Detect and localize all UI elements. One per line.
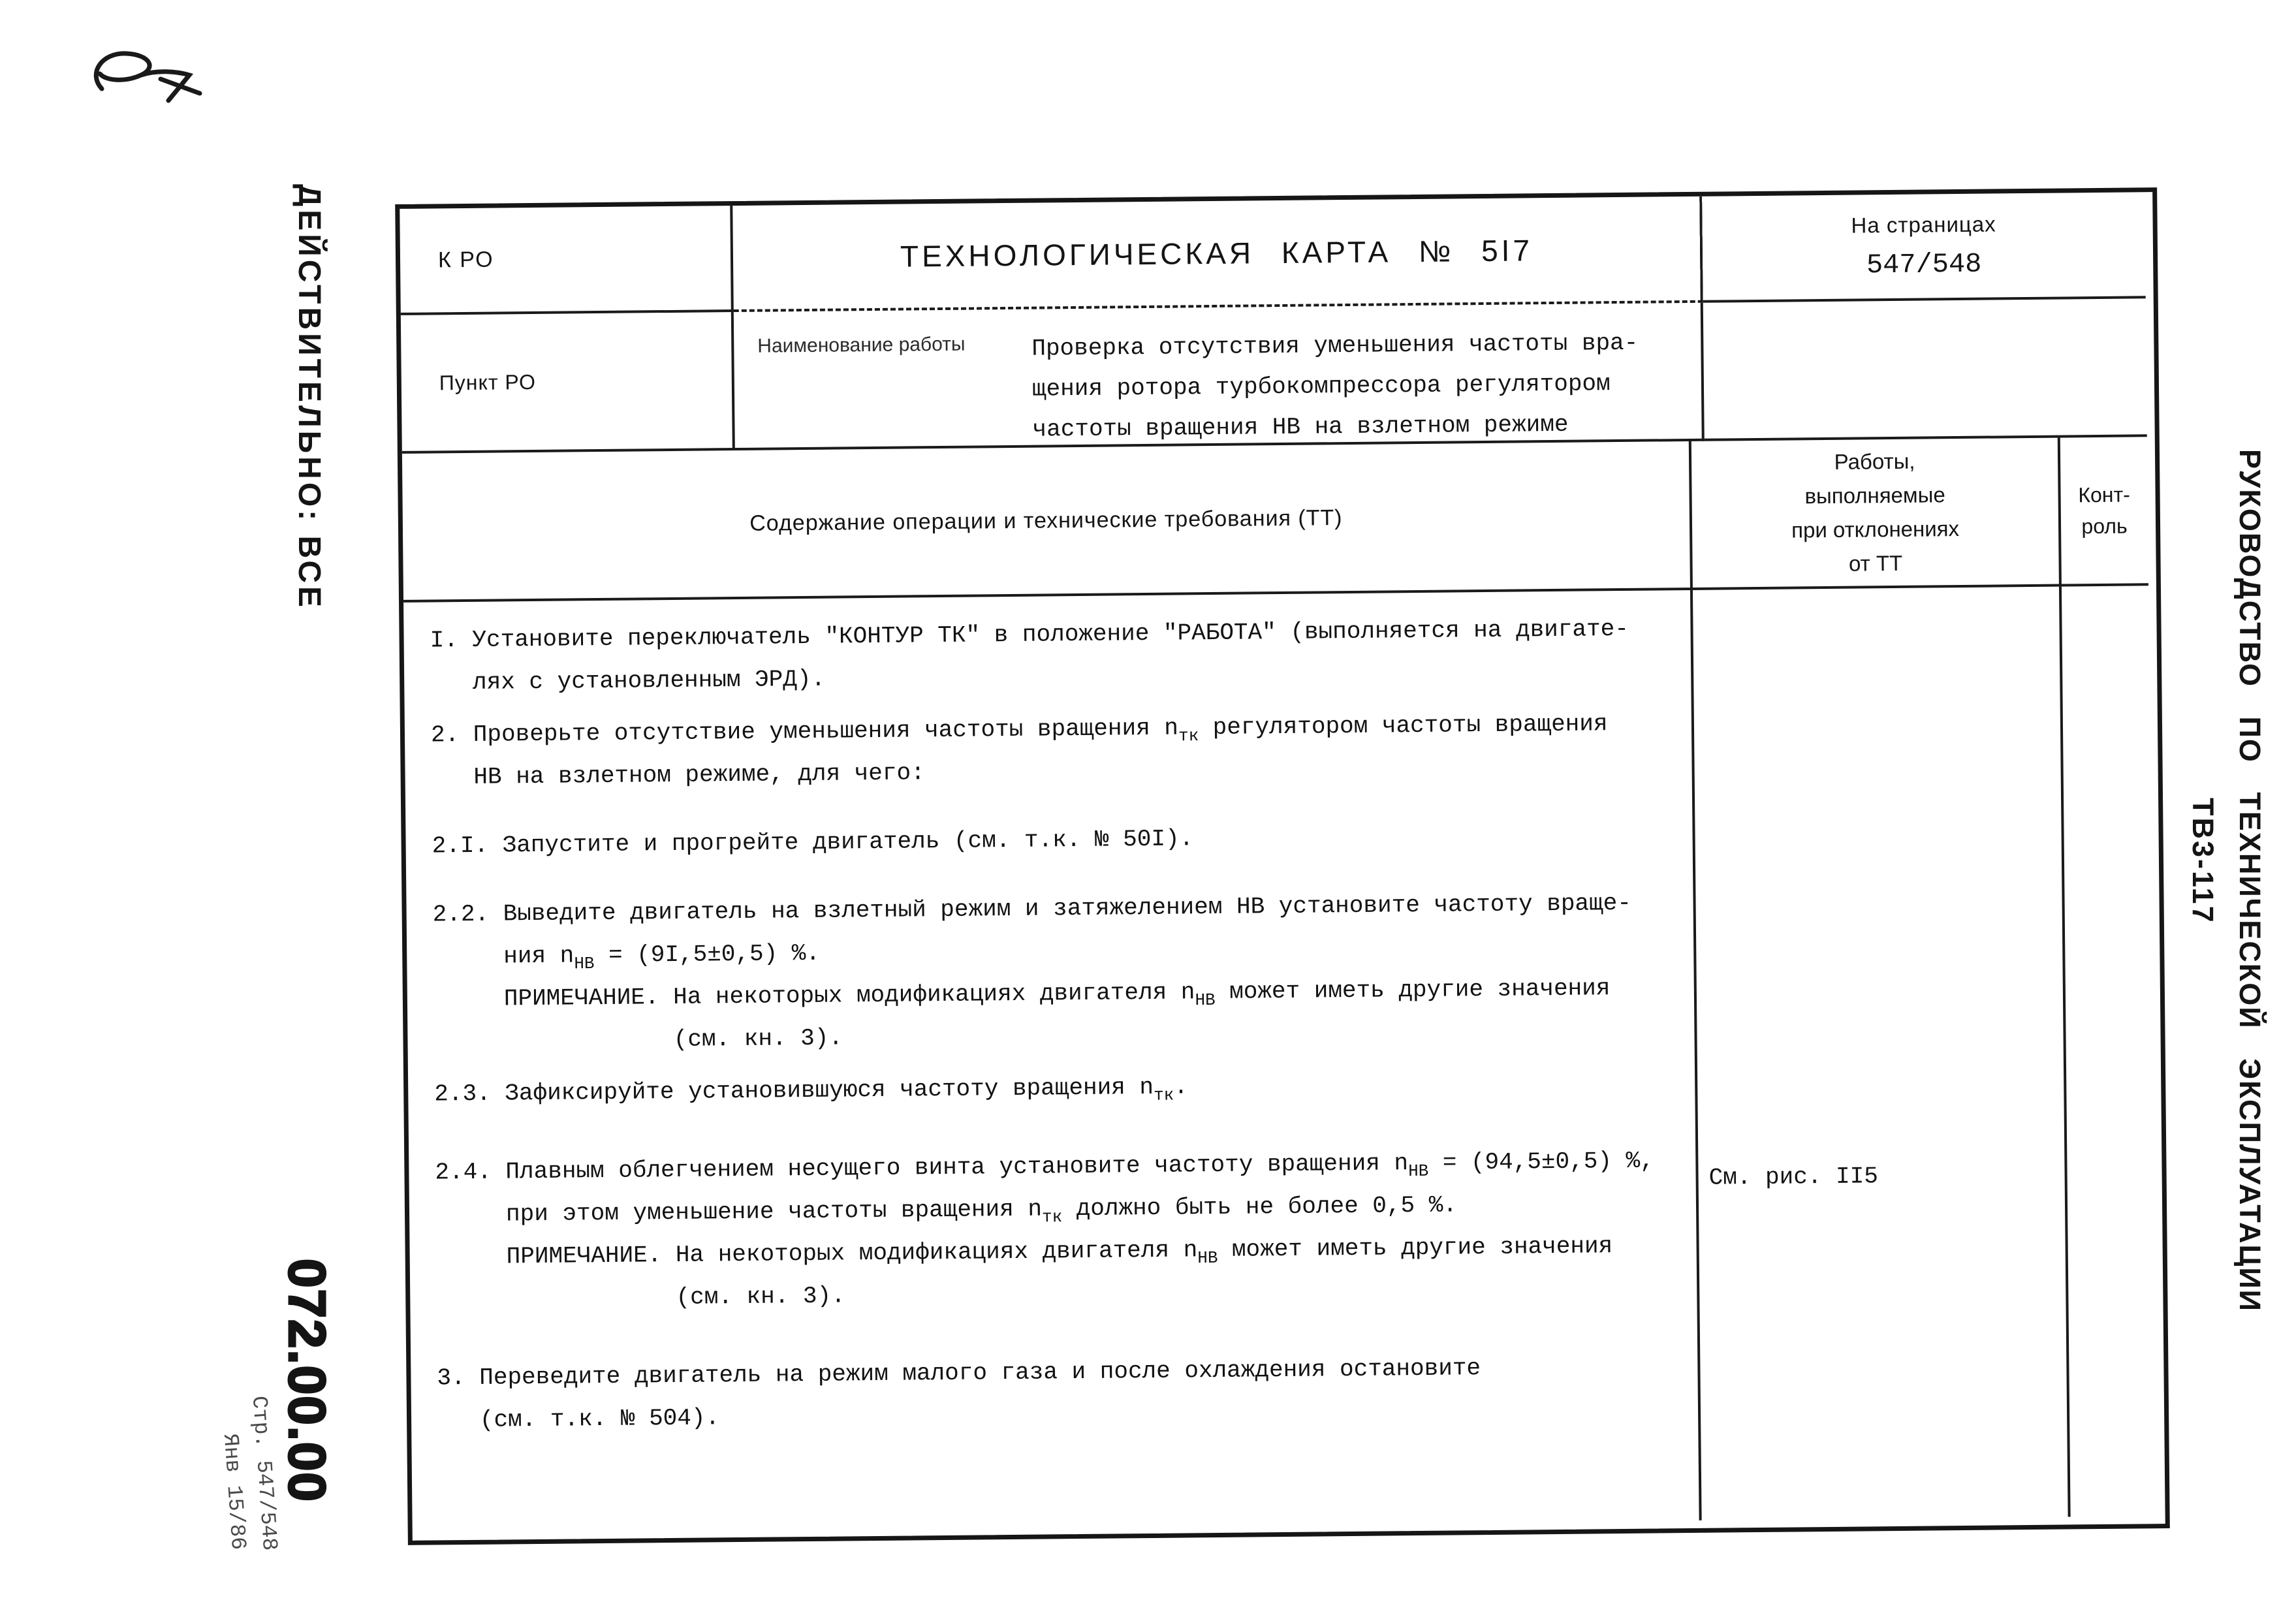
- deviations-header-line: от ТТ: [1848, 550, 1903, 576]
- cell-content-header: [402, 441, 1693, 603]
- punkt-ro-label: Пункт РО: [439, 369, 537, 394]
- operation-line: 2. Проверьте отсутствие уменьшения частоты вращения $n_{тк}$ регулятором частоты вращения: [430, 710, 1608, 749]
- operation-line: лях с установленным ЭРД).: [472, 665, 826, 696]
- operation-line: (см. кн. 3).: [676, 1282, 845, 1311]
- date-ref: Янв 15/86: [217, 1432, 251, 1551]
- operation-line: 2.2. Выведите двигатель на взлетный режим и затяжелением НВ установите частоту враще-: [432, 889, 1632, 928]
- operation-line: I. Установите переключатель "КОНТУР ТК" в положение "РАБОТА" (выполняется на двигате-: [430, 615, 1629, 654]
- cell-card-title: [732, 196, 1703, 312]
- operation-line: ния $n_{НВ} = (9I,5\pm 0,5)$ %.: [503, 939, 821, 974]
- cell-work-name: [734, 303, 1705, 450]
- pages-value: 547/548: [1866, 248, 1982, 281]
- cell-control-header: [2060, 437, 2148, 586]
- operation-block: [437, 1345, 1685, 1441]
- operation-line: при этом уменьшение частоты вращения $n_{тк}$ должно быть не более 0,5 %.: [505, 1191, 1458, 1228]
- cell-deviations-body: [1693, 587, 2071, 1520]
- cell-control-body: [2062, 586, 2158, 1517]
- card-title: ТЕХНОЛОГИЧЕСКАЯ КАРТА № 5I7: [900, 232, 1533, 274]
- cell-pages-empty: [1703, 298, 2147, 441]
- operation-block: [435, 1139, 1684, 1321]
- deviation-note: См. рис. II5: [1708, 1163, 1879, 1191]
- operation-block: [431, 702, 1679, 798]
- operation-line: 2.4. Плавным облегчением несущего винта установите частоту вращения $n_{НВ} = (94,5\pm 0,5)$ %,: [435, 1147, 1654, 1186]
- operation-block: [434, 1061, 1682, 1115]
- operation-block: [432, 881, 1681, 1063]
- engine-model: ТВ3-117: [2186, 798, 2220, 924]
- operation-block: [430, 607, 1678, 704]
- handwritten-mark: [77, 38, 234, 129]
- operation-line: 2.3. Зафиксируйте установившуюся частоту вращения $n_{тк}$.: [434, 1073, 1188, 1108]
- cell-pages: [1702, 192, 2146, 303]
- work-name-text: [1031, 323, 1639, 450]
- deviations-header-line: Работы,: [1834, 448, 1915, 474]
- control-header-line: роль: [2081, 514, 2128, 539]
- tech-card-table: [395, 187, 2170, 1545]
- operation-block: [432, 813, 1680, 867]
- cell-punkt-ro: [401, 312, 735, 454]
- operation-line: 2.I. Запустите и прогрейте двигатель (см. т.к. № 50I).: [432, 825, 1194, 860]
- doc-code: 072.00.00: [278, 1259, 336, 1503]
- work-name-line: частоты вращения НВ на взлетном режиме: [1032, 411, 1569, 443]
- cell-operations: [403, 590, 1702, 1533]
- deviations-header-line: при отклонениях: [1791, 516, 1960, 542]
- operation-line: ПРИМЕЧАНИЕ. На некоторых модификациях двигателя $n_{НВ}$ может иметь другие значения: [503, 975, 1611, 1013]
- cell-k-ro: [400, 206, 734, 315]
- deviations-header-line: выполняемые: [1804, 482, 1945, 509]
- operation-line: (см. кн. 3).: [673, 1024, 843, 1053]
- page-ref: Стр. 547/548: [246, 1394, 282, 1552]
- operation-line: 3. Переведите двигатель на режим малого газа и после охлаждения остановите: [437, 1355, 1481, 1392]
- operation-line: (см. т.к. № 504).: [479, 1404, 720, 1434]
- validity-note: ДЕЙСТВИТЕЛЬНО: ВСЕ: [292, 184, 326, 611]
- operation-line: ПРИМЕЧАНИЕ. На некоторых модификациях двигателя $n_{НВ}$ может иметь другие значения: [506, 1233, 1613, 1270]
- cell-deviations-header: [1691, 438, 2062, 590]
- k-ro-label: К РО: [437, 247, 494, 273]
- manual-title: РУКОВОДСТВО ПО ТЕХНИЧЕСКОЙ ЭКСПЛУАТАЦИИ: [2233, 449, 2267, 1313]
- work-name-line: Проверка отсутствия уменьшения частоты вра-: [1031, 329, 1639, 362]
- operation-line: НВ на взлетном режиме, для чего:: [473, 759, 925, 791]
- content-column-header: Содержание операции и технические требования (ТТ): [749, 505, 1343, 536]
- work-name-line: щения ротора турбокомпрессора регулятором: [1031, 370, 1611, 403]
- work-name-label: Наименование работы: [757, 333, 966, 357]
- control-header-line: Конт-: [2078, 482, 2130, 507]
- pages-label: На страницах: [1851, 211, 1996, 238]
